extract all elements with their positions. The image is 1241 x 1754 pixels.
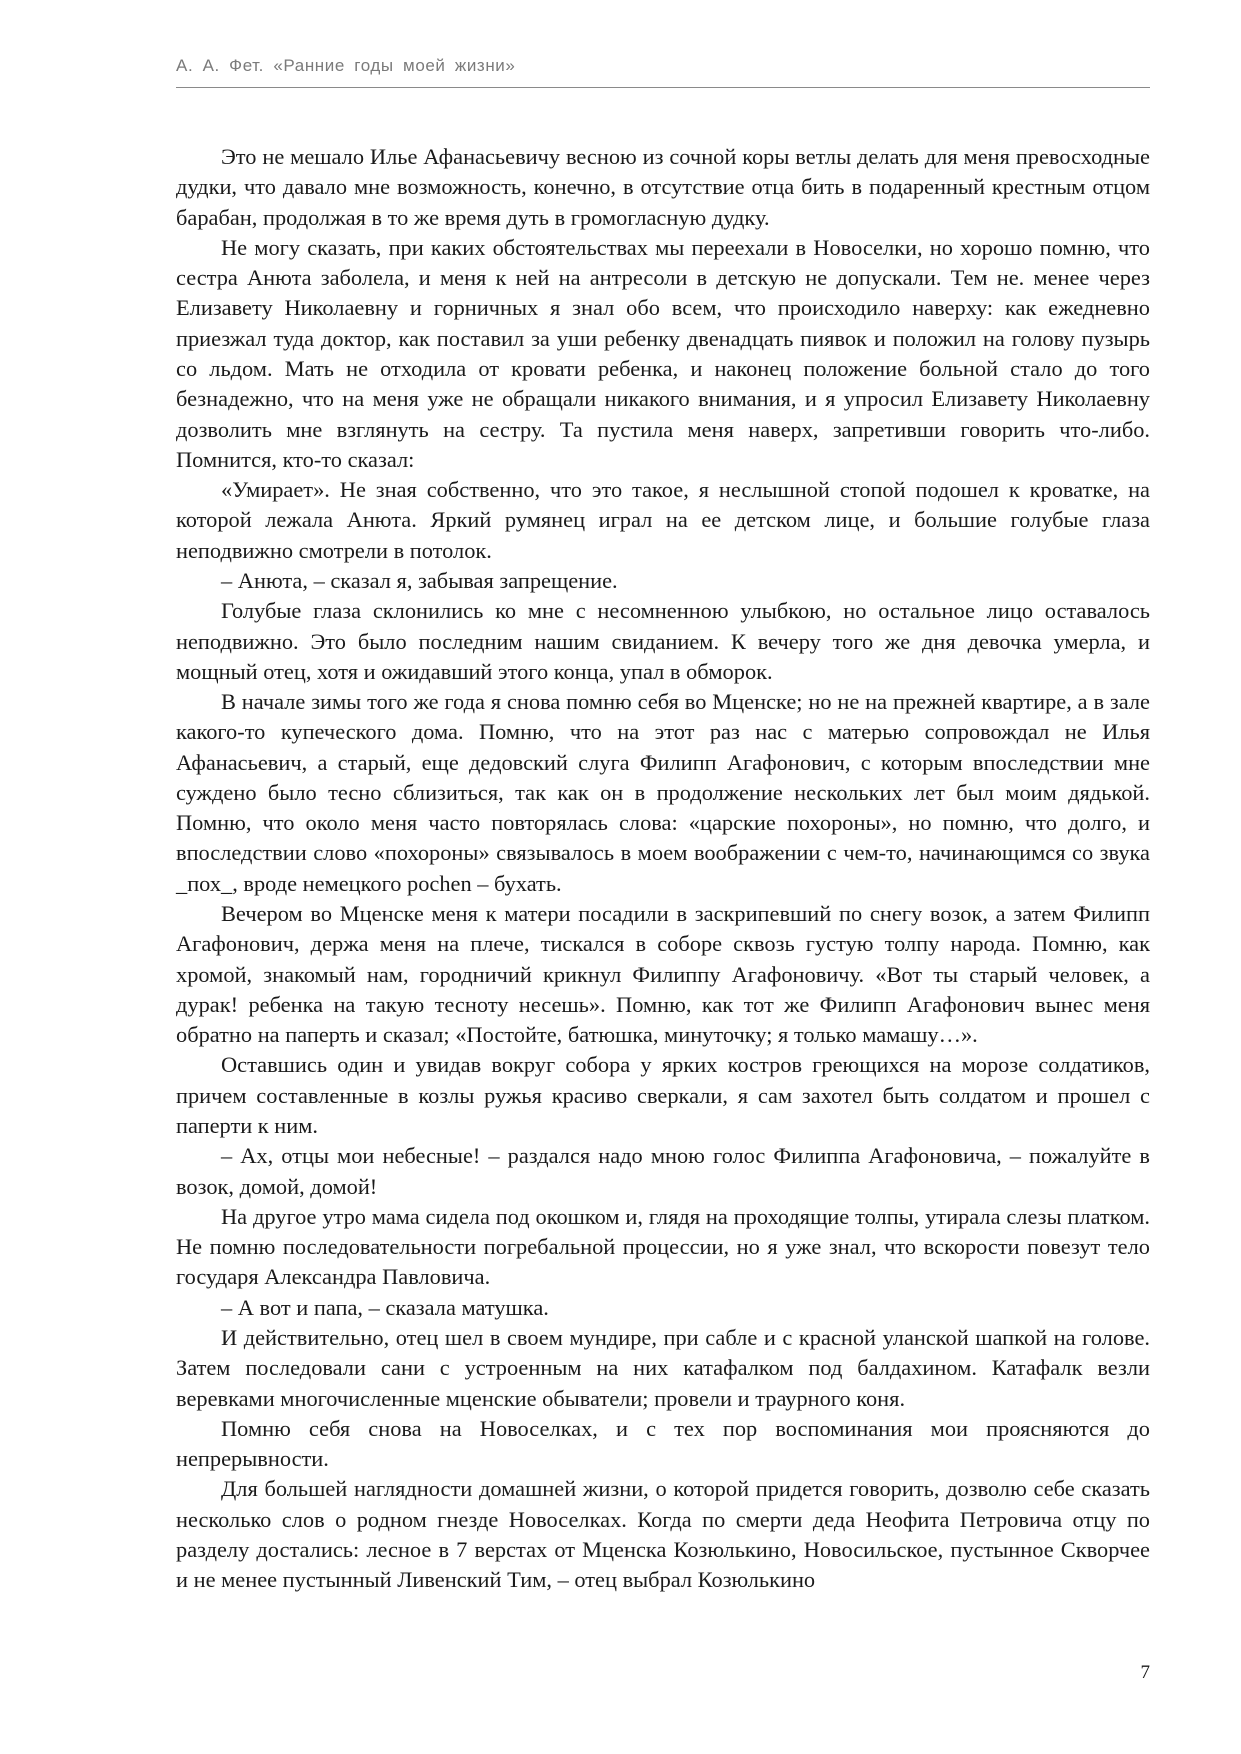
paragraph: На другое утро мама сидела под окошком и, глядя на проходящие толпы, утирала слезы платком. Не помню последовательности погребальной процессии, но я уже знал, что вскорости повезут тело государя Александра Павловича. [176, 1203, 1150, 1290]
paragraph: Для большей наглядности домашней жизни, о которой придется говорить, дозволю себе сказать несколько слов о родном гнезде Новоселках. Когда по смерти деда Неофита Петровича отцу по разделу достались: лесное в 7 верстах от Мценска Козюлькино, Новосильское, пустынное Скворчее и не менее пустынный Ливенский Тим, – отец выбрал Козюлькино [176, 1476, 1150, 1593]
paragraph: – Анюта, – сказал я, забывая запрещение. [221, 567, 618, 593]
header-rule [176, 87, 1150, 88]
paragraph: – А вот и папа, – сказала матушка. [221, 1294, 549, 1320]
paragraph: «Умирает». Не зная собственно, что это такое, я неслышной стопой подошел к кроватке, на которой лежала Анюта. Яркий румянец играл на ее детском лице, и большие голубые глаза неподвижно смотрели в потолок. [176, 477, 1150, 563]
paragraph: Не могу сказать, при каких обстоятельствах мы переехали в Новоселки, но хорошо помню, что сестра Анюта заболела, и меня к ней на антресоли в детскую не допускали. Тем не. менее через Елизавету Николаевну и горничных я знал обо всем, что происходило наверху: как ежедневно приезжал туда доктор, как поставил за уши ребенку двенадцать пиявок и положил на голову пузырь со льдом. Мать не отходила от кровати ребенка, и наконец положение больной стало до того безнадежно, что на меня уже не обращали никакого внимания, и я упросил Елизавету Николаевну дозволить мне взглянуть на сестру. Та пустила меня наверх, запретивши говорить что-либо. Помнится, кто-то сказал: [176, 234, 1150, 472]
body-text [176, 142, 1150, 1596]
paragraph: В начале зимы того же года я снова помню себя во Мценске; но не на прежней квартире, а в зале какого-то купеческого дома. Помню, что на этот раз нас с матерью сопровождал не Илья Афанасьевич, а старый, еще дедовский слуга Филипп Агафонович, с которым впоследствии мне суждено было тесно сблизиться, так как он в продолжение нескольких лет был моим дядькой. Помню, что около меня часто повторялась слова: «царские похороны», но помню, что долго, и впоследствии слово «похороны» связывалось в моем воображении с чем-то, начинающимся со звука _пох_, вроде немецкого pochen – бухать. [176, 689, 1150, 896]
page-number: 7 [1140, 1662, 1150, 1683]
paragraph: Вечером во Мценске меня к матери посадили в заскрипевший по снегу возок, а затем Филипп Агафонович, держа меня на плече, тискался в соборе сквозь густую толпу народа. Помню, как хромой, знакомый нам, городничий крикнул Филиппу Агафоновичу. «Вот ты старый человек, а дурак! ребенка на такую тесноту несешь». Помню, как тот же Филипп Агафонович вынес меня обратно на паперть и сказал; «Постойте, батюшка, минуточку; я только мамашу…». [176, 901, 1150, 1048]
paragraph: Оставшись один и увидав вокруг собора у ярких костров греющихся на морозе солдатиков, причем составленные в козлы ружья красиво сверкали, я сам захотел быть солдатом и прошел с паперти к ним. [176, 1052, 1150, 1138]
paragraph: И действительно, отец шел в своем мундире, при сабле и с красной уланской шапкой на голове. Затем последовали сани с устроенным на них катафалком под балдахином. Катафалк везли веревками многочисленные мценские обыватели; провели и траурного коня. [176, 1324, 1150, 1411]
paragraph: Это не мешало Илье Афанасьевичу весною из сочной коры ветлы делать для меня превосходные дудки, что давало мне возможность, конечно, в отсутствие отца бить в подаренный крестным отцом барабан, продолжая в то же время дуть в громогласную дудку. [176, 144, 1150, 230]
paragraph: – Ах, отцы мои небесные! – раздался надо мною голос Филиппа Агафоновича, – пожалуйте в возок, домой, домой! [176, 1143, 1150, 1199]
running-header: А. А. Фет. «Ранние годы моей жизни» [176, 56, 516, 75]
paragraph: Голубые глаза склонились ко мне с несомненною улыбкою, но остальное лицо оставалось неподвижно. Это было последним нашим свиданием. К вечеру того же дня девочка умерла, и мощный отец, хотя и ожидавший этого конца, упал в обморок. [176, 598, 1150, 684]
paragraph: Помню себя снова на Новоселках, и с тех пор воспоминания мои проясняются до непрерывности. [176, 1415, 1150, 1472]
